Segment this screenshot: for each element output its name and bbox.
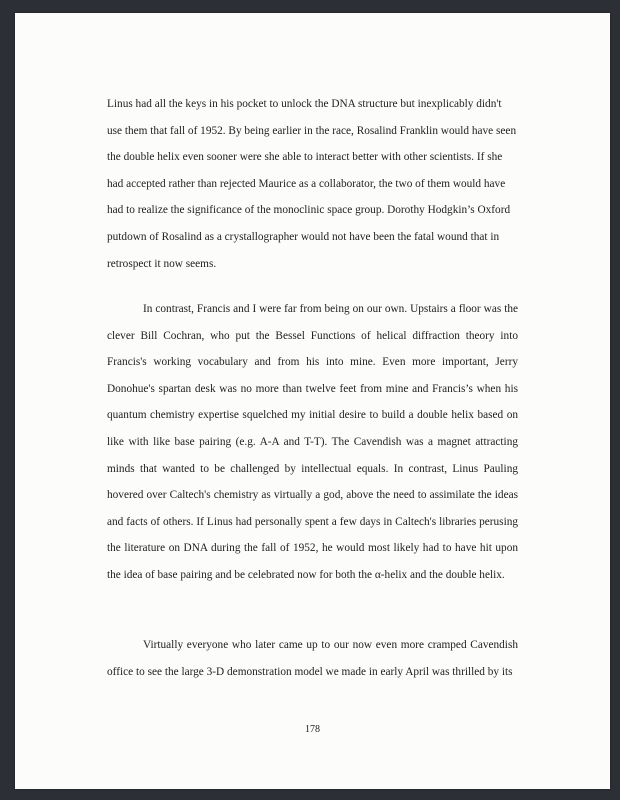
paragraph-1: Linus had all the keys in his pocket to unlock the DNA structure but inexplicably didn't use them that fall of 1952. By being earlier in the race, Rosalind Franklin would have seen the double helix even sooner were she able to interact better with other scientists. If she had accepted rather than rejected Maurice as a collaborator, the two of them would have had to realize the significance of the monoclinic space group. Dorothy Hodgkin’s Oxford putdown of Rosalind as a crystallographer would not have been the fatal wound that in retrospect it now seems.	[107, 98, 517, 270]
paragraph-2: In contrast, Francis and I were far from being on our own. Upstairs a floor was the clever Bill Cochran, who put the Bessel Functions of helical diffraction theory into Francis's working vocabulary and from his into mine. Even more important, Jerry Donohue's spartan desk was no more than twelve feet from mine and Francis’s when his quantum chemistry expertise squelched my initial desire to build a double helix based on like with like base pairing (e.g. A-A and T-T). The Cavendish was a magnet attracting minds that wanted to be challenged by intellectual equals. In contrast, Linus Pauling hovered over Caltech's chemistry as virtually a god, above the need to assimilate the ideas and facts of others. If Linus had personally spent a few days in Caltech's libraries perusing the literature on DNA during the fall of 1952, he would most likely had to have hit upon the idea of base pairing and be celebrated now for both the α-helix and the double helix.	[107, 303, 518, 581]
paragraph-3: Virtually everyone who later came up to our now even more cramped Cavendish office to see the large 3-D demonstration model we made in early April was thrilled by its	[107, 639, 518, 678]
page-number: 178	[305, 724, 320, 735]
document-page	[15, 13, 610, 789]
